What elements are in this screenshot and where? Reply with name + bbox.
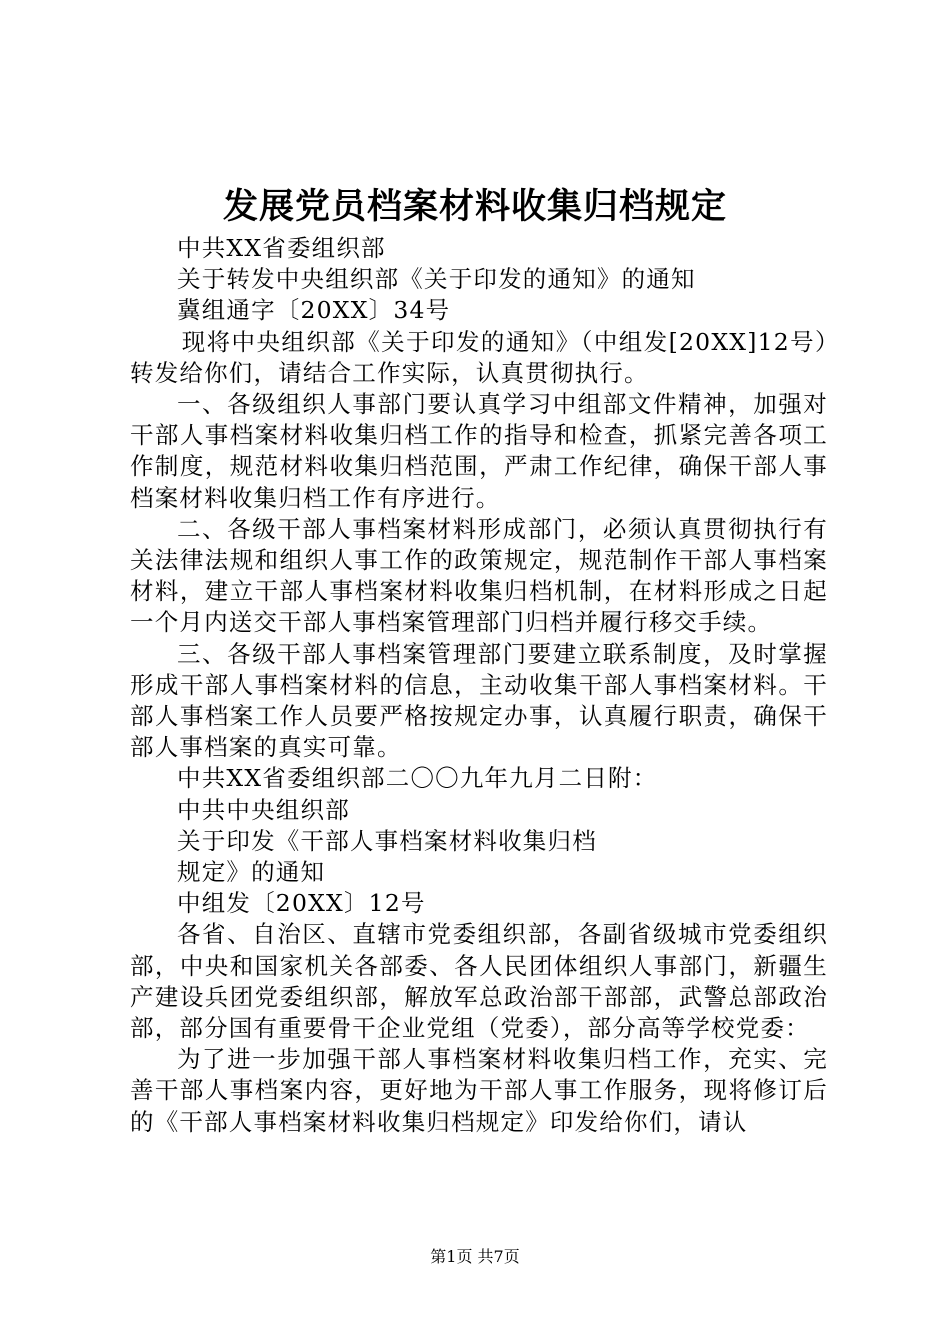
paragraph: 关于印发《干部人事档案材料收集归档 [177,826,597,855]
paragraph: 各省、自治区、直辖市党委组织部，各副省级城市党委组织部，中央和国家机关各部委、各人民团体组织人事部门，新疆生产建设兵团党委组织部，解放军总政治部干部部，武警总部政治部，部分国有重要骨干企业党组（党委），部分高等学校党委： [130,920,828,1043]
paragraph: 冀组通字〔20XX〕34号 [177,296,451,325]
document-body [130,233,828,1138]
paragraph: 中组发〔20XX〕12号 [177,889,426,918]
paragraph: 现将中央组织部《关于印发的通知》（中组发[20XX]12号）转发给你们，请结合工作实际，认真贯彻执行。 [130,327,828,387]
paragraph: 一、各级组织人事部门要认真学习中组部文件精神，加强对干部人事档案材料收集归档工作的指导和检查，抓紧完善各项工作制度，规范材料收集归档范围，严肃工作纪律，确保干部人事档案材料收集归档工作有序进行。 [130,390,828,512]
paragraph: 为了进一步加强干部人事档案材料收集归档工作，充实、完善干部人事档案内容，更好地为干部人事工作服务，现将修订后的《干部人事档案材料收集归档规定》印发给你们，请认 [130,1045,828,1136]
paragraph: 中共XX省委组织部 [177,234,386,262]
paragraph: 中共XX省委组织部二〇〇九年九月二日附： [177,764,658,793]
paragraph: 中共中央组织部 [177,795,350,824]
paragraph: 关于转发中央组织部《关于印发的通知》的通知 [177,265,696,294]
page-footer: 第1页 共7页 [430,1247,520,1266]
paragraph: 三、各级干部人事档案管理部门要建立联系制度，及时掌握形成干部人事档案材料的信息，主动收集干部人事档案材料。干部人事档案工作人员要严格按规定办事，认真履行职责，确保干部人事档案的真实可靠。 [130,639,828,762]
document-title: 发展党员档案材料收集归档规定 [222,186,727,227]
paragraph: 二、各级干部人事档案材料形成部门，必须认真贯彻执行有关法律法规和组织人事工作的政策规定，规范制作干部人事档案材料，建立干部人事档案材料收集归档机制，在材料形成之日起一个月内送交干部人事档案管理部门归档并履行移交手续。 [130,514,828,637]
paragraph: 规定》的通知 [177,858,326,887]
